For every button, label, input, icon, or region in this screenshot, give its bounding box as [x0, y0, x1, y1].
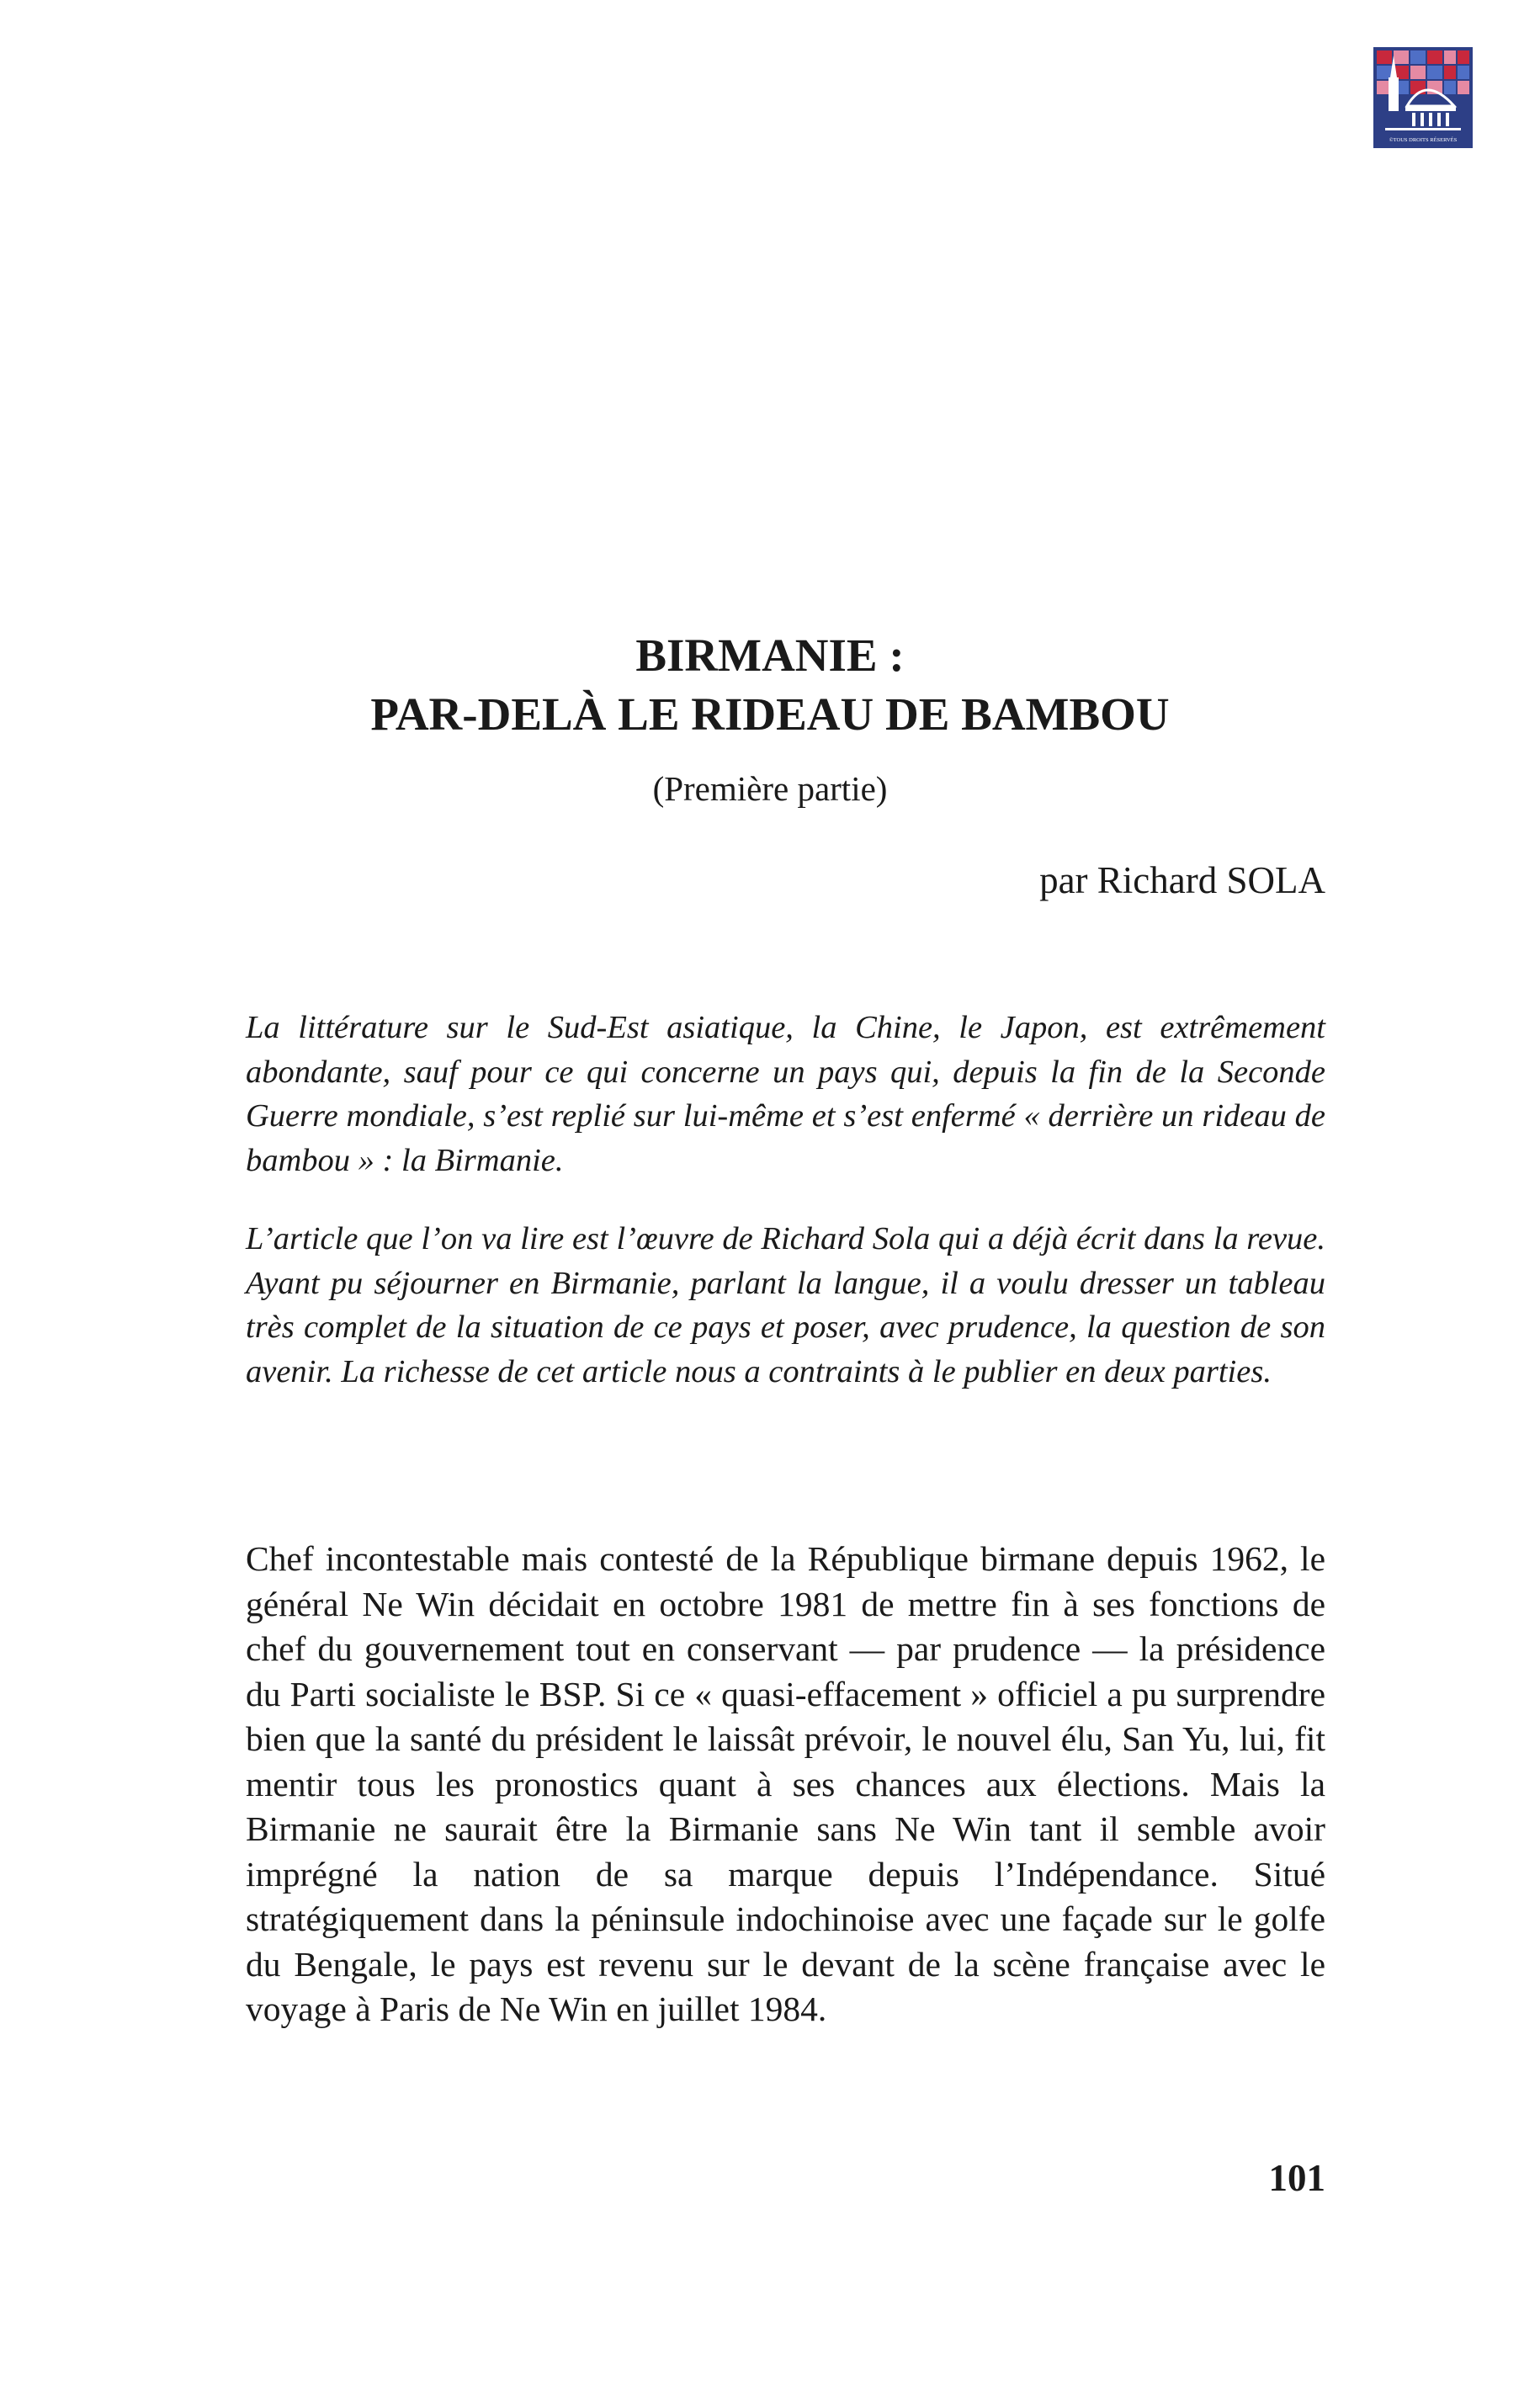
body-paragraph-1: Chef incontestable mais contesté de la République birmane depuis 1962, le général Ne Win décidait en octobre 1981 de mettre fin à ses fonctions de chef du gouvernement tout en conservant — par prudence — la présidence du Parti socialiste le BSP. Si ce « quasi-effacement » officiel a pu surprendre bien que la santé du président le laissât prévoir, le nouvel élu, San Yu, lui, fit mentir tous les pronostics quant à ses chances aux élections. Mais la Birmanie ne saurait être la Birmanie sans Ne Win tant il semble avoir imprégné la nation de sa marque depuis l’Indépendance. Situé stratégiquement dans la péninsule indochinoise avec une façade sur le golfe du Bengale, le pays est revenu sur le devant de la scène française avec le voyage à Paris de Ne Win en juillet 1984. [246, 1539, 1325, 2028]
intro-paragraph-1: La littérature sur le Sud-Est asiatique, la Chine, le Japon, est extrêmement abondante, sauf pour ce qui concerne un pays qui, depuis la fin de la Seconde Guerre mondiale, s’est replié sur lui-même et s’est enfermé « derrière un rideau de bambou » : la Birmanie. [246, 1010, 1325, 1178]
article-subtitle: (Première partie) [652, 769, 888, 808]
logo-caption: ©TOUS DROITS RÉSERVÉS [1389, 137, 1458, 143]
publisher-logo-icon [1373, 47, 1473, 148]
intro-paragraph-2: L’article que l’on va lire est l’œuvre de Richard Sola qui a déjà écrit dans la revue. Ayant pu séjourner en Birmanie, parlant la langue, il a voulu dresser un tableau très complet de la situation de ce pays et poser, avec prudence, la question de son avenir. La richesse de cet article nous a contraints à le publier en deux parties. [246, 1221, 1325, 1389]
article-title-line-1: BIRMANIE : [635, 629, 905, 681]
article-title-line-2: PAR-DELÀ LE RIDEAU DE BAMBOU [370, 688, 1170, 740]
page-number: 101 [1268, 2157, 1325, 2199]
publisher-logo [1373, 47, 1473, 148]
article-author: par Richard SOLA [1039, 859, 1325, 901]
